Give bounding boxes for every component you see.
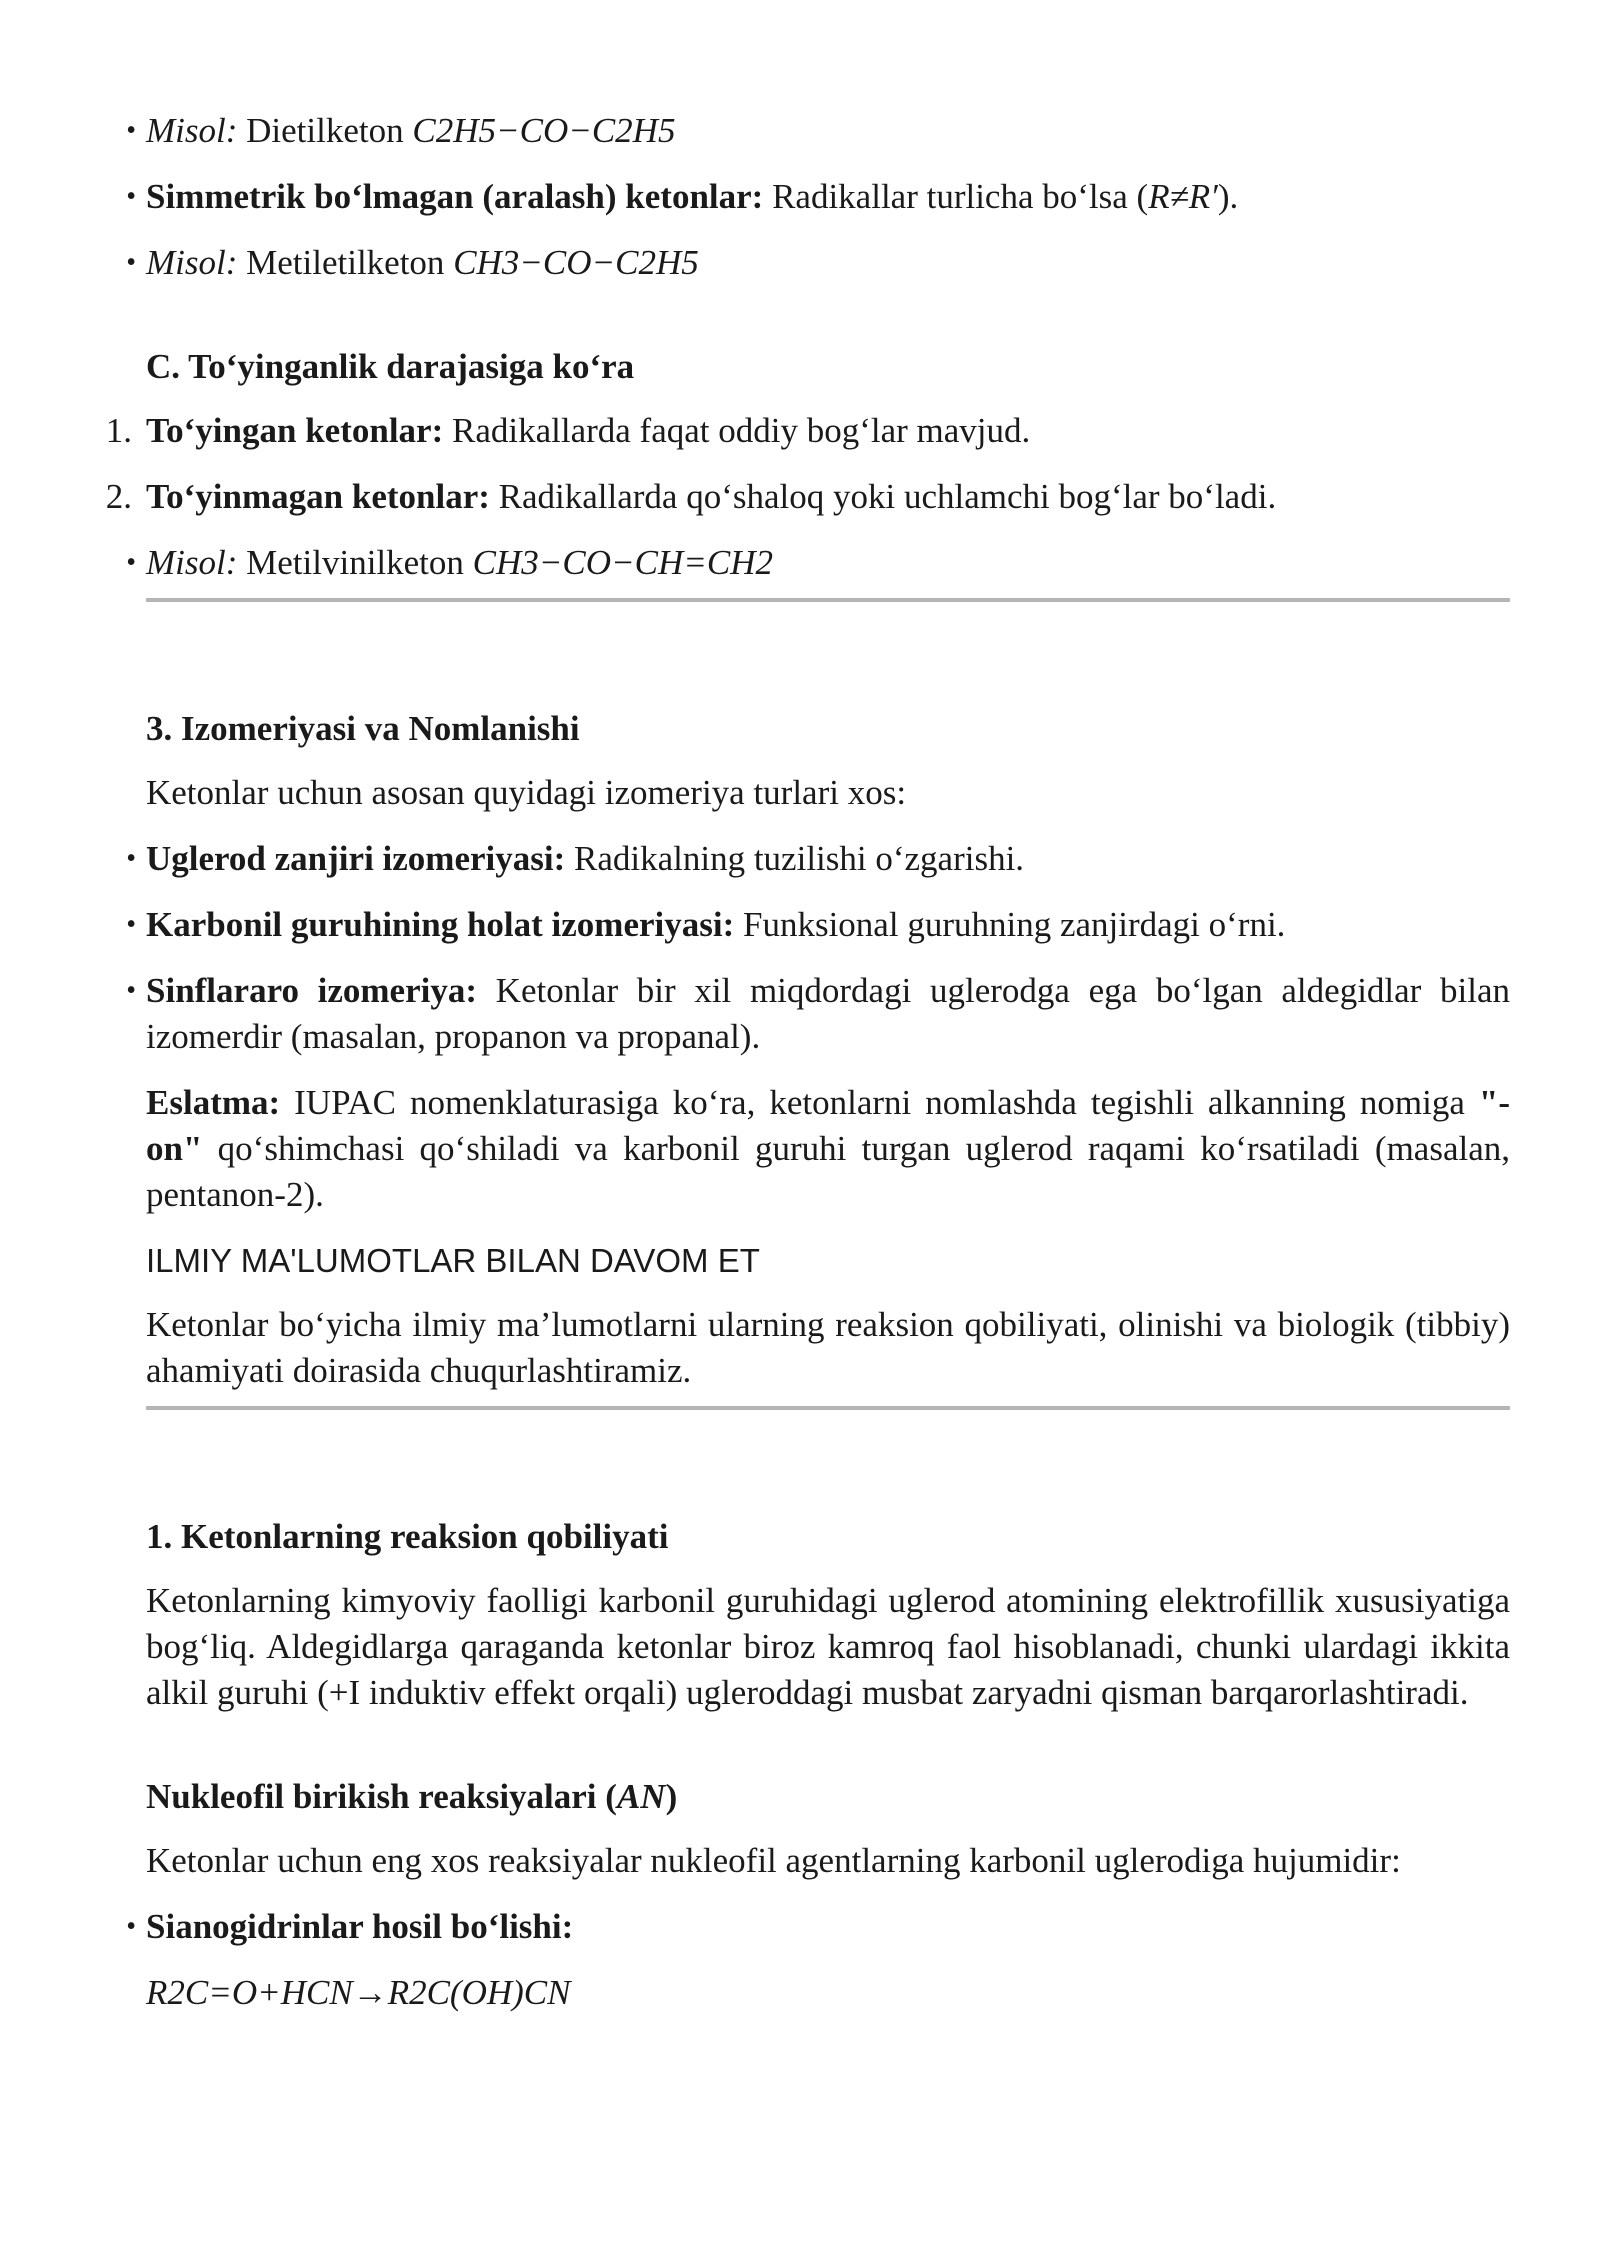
list-item (126, 540, 1510, 586)
continue-heading: ILMIY MA'LUMOTLAR BILAN DAVOM ET (146, 1242, 760, 1279)
paragraph: Ketonlar uchun asosan quyidagi izomeriya turlari xos: (146, 773, 907, 812)
list-item (126, 902, 1510, 948)
paragraph: Ketonlarning kimyoviy faolligi karbonil guruhidagi uglerod atomining elektrofillik xususiyatiga bog‘liq. Aldegidlarga qaraganda ketonlar biroz kamroq faol hisoblanadi, chunki ulardagi ikkita alkil guruhi (+I induktiv effekt orqali) ugleroddagi musbat zaryadni qisman barqarorlashtiradi. (146, 1581, 1510, 1712)
document-page (105, 108, 1510, 2016)
item-label: To‘yinmagan ketonlar: (146, 477, 490, 516)
bullet-marker: • (126, 975, 136, 1006)
list-item (105, 474, 1510, 520)
list-item (126, 836, 1510, 882)
item-text: Metiletilketon (237, 243, 454, 282)
item-text: Radikallarda qo‘shaloq yoki uchlamchi bog‘lar bo‘ladi. (489, 477, 1277, 516)
bullet-marker: • (126, 115, 136, 146)
bullet-marker: • (126, 1911, 136, 1942)
list-item (126, 174, 1510, 220)
item-text: Metilvinilketon (237, 543, 473, 582)
subsection-heading-end: ) (665, 1777, 678, 1816)
number-marker: 1. (105, 411, 132, 450)
item-text: Radikalning tuzilishi o‘zgarishi. (565, 839, 1025, 878)
section-divider (146, 1406, 1510, 1410)
list-item (105, 408, 1510, 454)
example-label: Misol: (146, 243, 238, 282)
item-label: To‘yingan ketonlar: (146, 411, 444, 450)
item-text: Radikallar turlicha bo‘lsa ( (763, 177, 1149, 216)
reaction-equation: R2C=O+HCN→R2C(OH)CN (146, 1973, 571, 2012)
chemical-formula: C2H5−CO−C2H5 (412, 111, 676, 150)
item-label: Sinflararo izomeriya: (146, 971, 477, 1010)
section-divider (146, 598, 1510, 602)
bullet-marker: • (126, 247, 136, 278)
item-label: Sianogidrinlar hosil bo‘lishi: (146, 1907, 574, 1946)
note-suffix: "-on" (146, 1083, 1510, 1168)
bullet-marker: • (126, 909, 136, 940)
chemical-formula: CH3−CO−C2H5 (453, 243, 699, 282)
chemical-formula: CH3−CO−CH=CH2 (472, 543, 773, 582)
section-heading: 1. Ketonlarning reaksion qobiliyati (146, 1517, 669, 1556)
item-label: Uglerod zanjiri izomeriyasi: (146, 839, 566, 878)
item-text: Radikallarda faqat oddiy bog‘lar mavjud. (443, 411, 1031, 450)
list-item (126, 108, 1510, 154)
chemical-formula: R≠R′ (1148, 177, 1218, 216)
subsection-heading: C. To‘yinganlik darajasiga ko‘ra (146, 347, 635, 386)
number-marker: 2. (105, 477, 132, 516)
list-item (126, 240, 1510, 286)
bullet-marker: • (126, 843, 136, 874)
list-item (126, 968, 1510, 1060)
item-text: Funksional guruhning zanjirdagi o‘rni. (734, 905, 1286, 944)
list-item (126, 1904, 1510, 1950)
subsection-heading-text: Nukleofil birikish reaksiyalari ( (146, 1777, 617, 1816)
bullet-marker: • (126, 547, 136, 578)
note-label: Eslatma: (146, 1083, 281, 1122)
paragraph: Ketonlar bo‘yicha ilmiy ma’lumotlarni ularning reaksion qobiliyati, olinishi va biologik (tibbiy) ahamiyati doirasida chuqurlashtiramiz. (146, 1305, 1510, 1390)
item-text: Ketonlar bir xil miqdordagi uglerodga ega bo‘lgan aldegidlar bilan izomerdir (masalan, propanon va propanal). (146, 971, 1510, 1056)
bullet-marker: • (126, 181, 136, 212)
item-label: Karbonil guruhining holat izomeriyasi: (146, 905, 735, 944)
section-heading: 3. Izomeriyasi va Nomlanishi (146, 709, 580, 748)
example-label: Misol: (146, 111, 238, 150)
item-text-tail: ). (1217, 177, 1239, 216)
example-label: Misol: (146, 543, 238, 582)
note-paragraph (146, 1080, 1510, 1218)
subsection-heading (146, 1774, 1510, 1820)
note-text: IUPAC nomenklaturasiga ko‘ra, ketonlarni nomlashda tegishli alkanning nomiga (280, 1083, 1479, 1122)
note-text: qo‘shimchasi qo‘shiladi va karbonil guruhi turgan uglerod raqami ko‘rsatiladi (masalan, pentanon-2). (146, 1129, 1510, 1214)
item-label: Simmetrik bo‘lmagan (aralash) ketonlar: (146, 177, 764, 216)
item-text: Dietilketon (237, 111, 413, 150)
reaction-symbol: AN (616, 1777, 666, 1816)
paragraph: Ketonlar uchun eng xos reaksiyalar nukleofil agentlarning karbonil uglerodiga hujumidir: (146, 1841, 1401, 1880)
